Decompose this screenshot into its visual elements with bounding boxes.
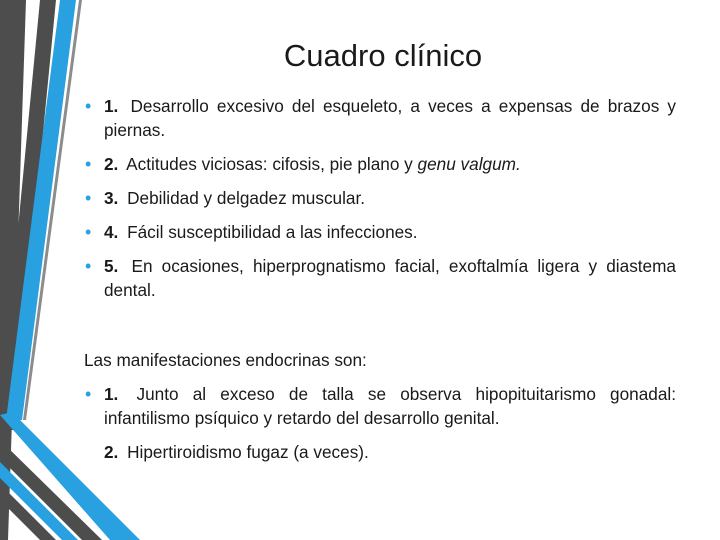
item-number: 1.	[104, 96, 119, 116]
list-item	[84, 254, 676, 302]
item-text: Junto al exceso de talla se observa hipopituitarismo gonadal: infantilismo psíquico y retardo del desarrollo genital.	[104, 384, 676, 428]
item-text: En ocasiones, hiperprognatismo facial, exoftalmía ligera y diastema dental.	[104, 256, 676, 300]
list-item	[84, 94, 676, 142]
list-item	[84, 382, 676, 430]
item-number: 4.	[104, 222, 119, 242]
slide-body	[84, 94, 676, 464]
item-number: 5.	[104, 256, 119, 276]
bullet-icon: •	[85, 96, 92, 116]
list-item	[84, 186, 676, 210]
endocrine-intro: Las manifestaciones endocrinas son:	[84, 350, 367, 370]
bullet-icon: •	[85, 154, 92, 174]
item-text: Debilidad y delgadez muscular.	[127, 188, 366, 208]
bullet-icon: •	[85, 222, 92, 242]
item-text: Actitudes viciosas: cifosis, pie plano y	[126, 154, 418, 174]
list-item	[84, 152, 676, 176]
item-text: Desarrollo excesivo del esqueleto, a veces a expensas de brazos y piernas.	[104, 96, 676, 140]
slide-title: Cuadro clínico	[283, 38, 483, 73]
item-number: 2.	[104, 154, 119, 174]
bullet-icon: •	[85, 384, 92, 404]
item-number: 3.	[104, 188, 119, 208]
bullet-icon: •	[85, 188, 92, 208]
list-item	[84, 440, 676, 464]
item-text: Fácil susceptibilidad a las infecciones.	[127, 222, 418, 242]
item-number: 2.	[104, 442, 119, 462]
bullet-icon: •	[85, 256, 92, 276]
item-number: 1.	[104, 384, 119, 404]
list-item	[84, 220, 676, 244]
item-text-italic: genu valgum.	[417, 154, 521, 174]
item-text: Hipertiroidismo fugaz (a veces).	[127, 442, 369, 462]
